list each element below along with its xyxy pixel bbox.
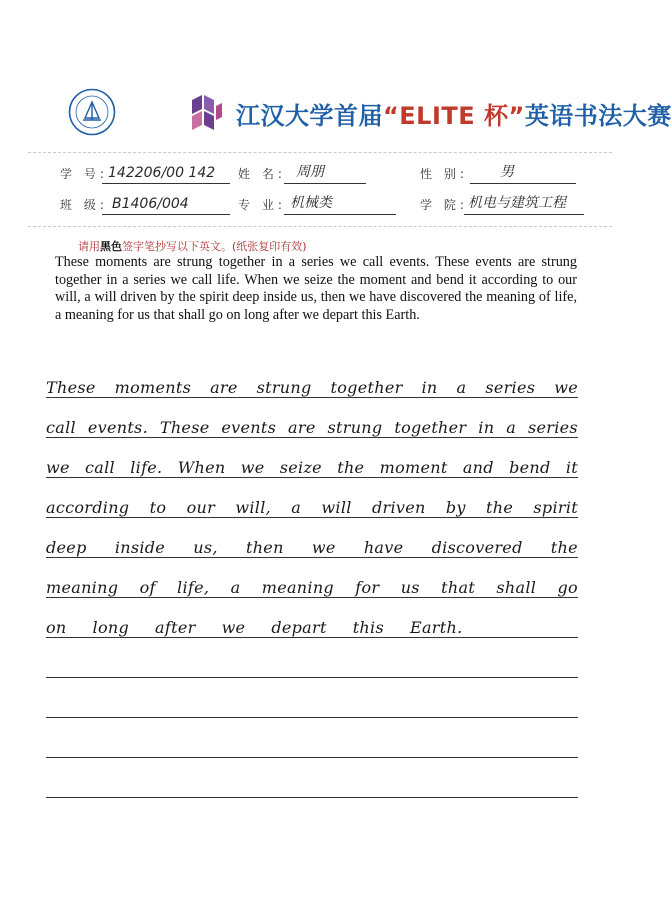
handwritten-word: this [352,618,384,637]
source-passage: These moments are strung together in a series we call events. These events are strung together in a series we call life. When we seize the moment and bend it according to our will, a will driven by the spirit deep inside us, then we have discovered the meaning of life, a meaning for us that shall go on long after we depart this Earth. [55,254,577,323]
handwritten-word: When [177,458,226,477]
handwritten-word: deep [46,538,87,557]
handwriting-line [46,608,578,638]
handwriting-text [46,538,578,557]
handwritten-word: meaning [46,578,119,597]
handwritten-word: call [46,418,76,437]
blank-line [46,648,578,678]
handwritten-word: events [221,418,277,437]
handwritten-word: by [445,498,466,517]
handwriting-text [46,618,578,637]
handwriting-text [46,458,578,477]
handwriting-line [46,408,578,438]
handwriting-text [46,578,578,597]
handwritten-word: These [46,378,96,397]
handwritten-word: in [478,418,495,437]
handwritten-word: discovered [431,538,523,557]
handwritten-word: driven [371,498,426,517]
school-field: 学 院: 机电与建筑工程 [420,193,584,215]
handwritten-word: of [139,578,156,597]
handwritten-word: bend [509,458,551,477]
blank-line [46,768,578,798]
handwritten-word: long [92,618,130,637]
handwritten-word: to [149,498,167,517]
handwritten-word: will, [235,498,272,517]
handwritten-word: according [46,498,130,517]
handwritten-word: a [456,378,467,397]
handwritten-word: a [230,578,241,597]
handwritten-word: life. [130,458,163,477]
elite-logo-icon [188,92,224,132]
handwritten-word: Earth. [409,618,463,637]
header [68,86,672,138]
handwritten-word: a [506,418,517,437]
handwritten-word: on [46,618,67,637]
blank-line [46,688,578,718]
blank-line [46,728,578,758]
class-field: 班 级: B1406/004 [60,193,230,215]
handwritten-word: are [288,418,316,437]
handwriting-text [46,498,578,517]
handwritten-word: series [527,418,578,437]
handwritten-word: for [355,578,380,597]
handwritten-word: after [155,618,196,637]
university-seal-icon [68,88,116,136]
student-id-field: 学 号: 142206/00 142 [60,162,230,184]
handwriting-line [46,448,578,478]
handwritten-word: we [46,458,70,477]
handwritten-word: spirit [533,498,578,517]
handwritten-word: us, [193,538,218,557]
handwritten-word: meaning [261,578,334,597]
handwriting-text [46,418,578,437]
handwritten-word: strung [256,378,312,397]
handwritten-word: go [557,578,578,597]
handwritten-word: together [394,418,467,437]
handwritten-word: depart [271,618,327,637]
major-field: 专 业: 机械类 [238,193,396,215]
handwritten-word: together [330,378,403,397]
handwritten-word: These [159,418,210,437]
handwritten-word: inside [114,538,166,557]
name-field: 姓 名: 周朋 [238,162,378,184]
handwriting-line [46,368,578,398]
handwritten-word: strung [327,418,383,437]
handwritten-word: us [400,578,420,597]
handwritten-word: series [485,378,536,397]
handwritten-word: have [363,538,404,557]
handwritten-word: seize [279,458,322,477]
handwritten-word: then [245,538,284,557]
form-divider [28,226,612,227]
handwritten-word: the [550,538,578,557]
handwritten-word: call [85,458,115,477]
handwritten-word: will [321,498,352,517]
page-title: 江汉大学首届“ELITE 杯”英语书法大赛 [236,102,672,130]
handwritten-word: are [210,378,238,397]
handwritten-word: we [221,618,246,637]
handwritten-word: we [554,378,578,397]
handwritten-word: the [337,458,365,477]
top-divider [28,152,612,153]
handwritten-word: moment [379,458,448,477]
handwritten-word: a [291,498,302,517]
handwritten-word: in [421,378,438,397]
handwritten-word: we [311,538,336,557]
handwritten-word: our [186,498,216,517]
handwriting-text [46,378,578,397]
handwritten-word: events. [87,418,148,437]
handwritten-word: shall [496,578,537,597]
handwriting-line [46,568,578,598]
handwriting-line [46,528,578,558]
handwritten-word: that [441,578,476,597]
handwritten-word: it [565,458,578,477]
handwritten-word: the [486,498,514,517]
handwritten-word: we [240,458,265,477]
handwritten-word: moments [114,378,192,397]
gender-field: 性 别: 男 [420,162,576,184]
handwritten-word: and [462,458,494,477]
handwriting-line [46,488,578,518]
instruction-text: 请用黑色签字笔抄写以下英文。(纸张复印有效) [78,240,307,253]
handwritten-word: life, [177,578,210,597]
